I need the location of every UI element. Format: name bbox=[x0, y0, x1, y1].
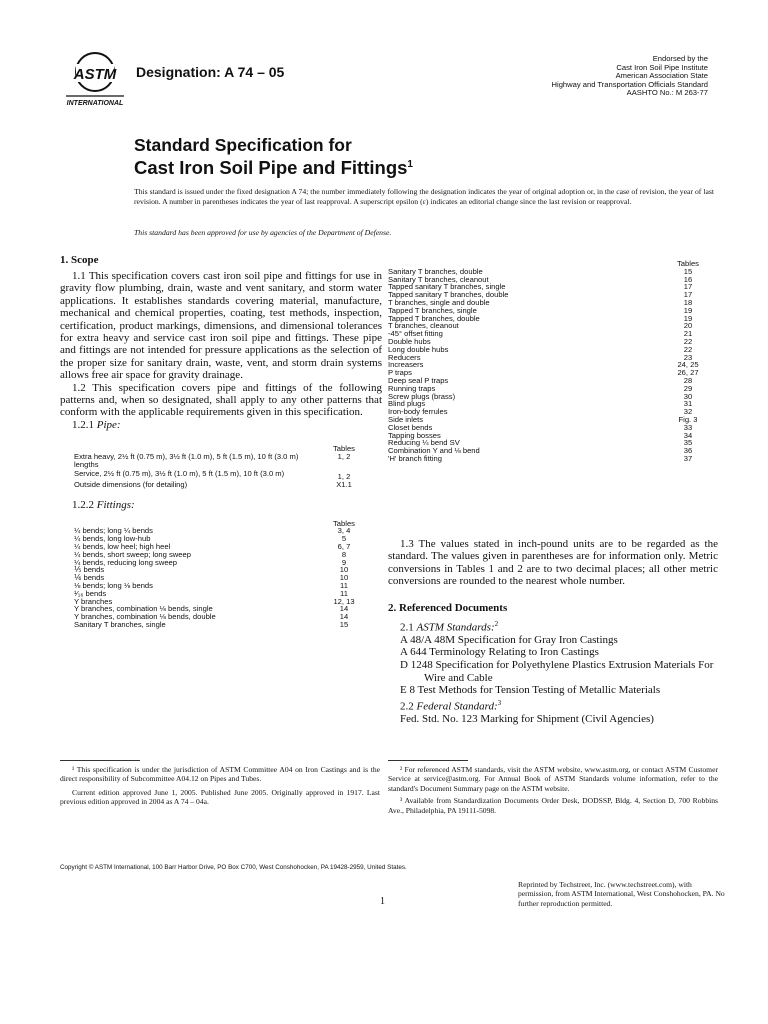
table-cell-name: ¹⁄₁₆ bends bbox=[74, 588, 107, 598]
footnote-1: ¹ This specification is under the jurisdiction of ASTM Committee A04 on Iron Castings and is the direct responsibility of Subcommittee A04.12 on Pipes and Tubes. bbox=[60, 765, 380, 784]
table-cell-name: 'H' branch fitting bbox=[388, 453, 442, 463]
table-cell-name: ¼ bends, short sweep; long sweep bbox=[74, 549, 191, 559]
table-cell-value: 33 bbox=[683, 422, 693, 432]
table-cell-name: Iron-body ferrules bbox=[388, 407, 448, 417]
fittings-table bbox=[74, 520, 374, 629]
endorsement-line: Cast Iron Soil Pipe Institute bbox=[616, 62, 708, 72]
logo-subtext: INTERNATIONAL bbox=[66, 100, 124, 107]
right-column-text bbox=[388, 538, 718, 726]
endorsement-block bbox=[448, 55, 708, 98]
table-cell-name: Blind plugs bbox=[388, 399, 426, 409]
table-row bbox=[74, 481, 374, 489]
table-cell-name: Sanitary T branches, double bbox=[388, 266, 483, 276]
endorsement-line: Endorsed by the bbox=[652, 54, 708, 63]
standard-intro: This standard is issued under the fixed designation A 74; the number immediately following the designation indicates the year of original adoption or, in the case of revision, the year of last revision. A number in parentheses indicates the year of last reapproval. A superscript epsilon (ε) indicates an editorial change since the last revision or reapproval. bbox=[134, 187, 714, 206]
table-row bbox=[388, 361, 718, 369]
table-cell-value: 19 bbox=[683, 305, 693, 315]
table-cell-value: 36 bbox=[683, 446, 693, 456]
table-row bbox=[388, 330, 718, 338]
subsection-label: ASTM Standards: bbox=[416, 621, 495, 634]
reference-item: A 48/A 48M Specification for Gray Iron Castings bbox=[400, 633, 618, 646]
left-column bbox=[60, 254, 382, 629]
subsection-fittings bbox=[72, 499, 382, 511]
table-cell-value: 31 bbox=[683, 399, 693, 409]
table-cell-name: Increasers bbox=[388, 360, 424, 370]
table-row bbox=[74, 559, 374, 567]
title-line-2 bbox=[134, 155, 413, 177]
table-cell-name: -45° offset fitting bbox=[388, 329, 443, 339]
astm-logo bbox=[62, 50, 128, 108]
table-cell-name: Deep seal P traps bbox=[388, 375, 449, 385]
table-cell-value: 10 bbox=[339, 565, 349, 575]
table-cell-name: Reducers bbox=[388, 352, 421, 362]
table-cell-name: Double hubs bbox=[388, 336, 431, 346]
table-cell-value: 15 bbox=[683, 266, 693, 276]
table-cell-name: Sanitary T branches, cleanout bbox=[388, 274, 489, 284]
table-row bbox=[74, 621, 374, 629]
subsection-number: 1.2.1 bbox=[72, 418, 94, 431]
table-cell-value: 8 bbox=[341, 549, 347, 559]
table-cell-name: Extra heavy, 2½ ft (0.75 m), 3½ ft (1.0 m), 5 ft (1.5 m), 10 ft (3.0 m) lengths bbox=[74, 452, 299, 469]
reference-item: A 644 Terminology Relating to Iron Castings bbox=[400, 646, 599, 659]
table-cell-value: 30 bbox=[683, 391, 693, 401]
table-cell-name: Tapped sanitary T branches, double bbox=[388, 290, 509, 300]
table-header: Tables bbox=[333, 518, 355, 528]
paragraph-1-3: 1.3 The values stated in inch-pound units are to be regarded as the standard. The values given in parentheses are for information only. Metric conversions in Tables 1 and 2 are to two decimal places; all other metric conversions are rounded to the nearest whole number. bbox=[388, 538, 718, 588]
table-cell-value: 22 bbox=[683, 344, 693, 354]
table-cell-name: Reducing ¼ bend SV bbox=[388, 438, 460, 448]
table-row bbox=[74, 566, 374, 574]
subsection-number: 2.1 bbox=[400, 621, 414, 634]
table-header: Tables bbox=[333, 444, 355, 454]
subsection-2-1 bbox=[388, 618, 718, 634]
table-cell-value: 23 bbox=[683, 352, 693, 362]
table-cell-name: Y branches bbox=[74, 596, 113, 606]
table-cell-value: 19 bbox=[683, 313, 693, 323]
reprint-notice: Reprinted by Techstreet, Inc. (www.techstreet.com), with permission, from ASTM International, West Conshohocken, PA. No further reproduction permitted. bbox=[518, 880, 725, 908]
table-cell-name: Running traps bbox=[388, 383, 436, 393]
table-cell-value: 9 bbox=[341, 557, 347, 567]
table-cell-value: 37 bbox=[683, 453, 693, 463]
table-row bbox=[74, 590, 374, 598]
table-cell-value: 17 bbox=[683, 290, 693, 300]
table-cell-name: Tapping bosses bbox=[388, 430, 441, 440]
table-cell-name: Closet bends bbox=[388, 422, 433, 432]
table-cell-value: 22 bbox=[683, 336, 693, 346]
table-header: Tables bbox=[677, 259, 699, 268]
table-cell-name: Outside dimensions (for detailing) bbox=[74, 480, 188, 490]
subsection-label: Fittings: bbox=[96, 499, 135, 512]
table-cell-value: X1.1 bbox=[336, 480, 352, 490]
table-row bbox=[388, 393, 718, 401]
table-cell-name: ¼ bends, low heel; high heel bbox=[74, 542, 171, 552]
table-cell-name: ¼ bends; long ¼ bends bbox=[74, 526, 153, 536]
table-cell-name: Tapped sanitary T branches, single bbox=[388, 282, 506, 292]
table-cell-value: 28 bbox=[683, 375, 693, 385]
paragraph-1-2: 1.2 This specification covers pipe and fittings of the following patterns and, when so designated, shall apply to any other patterns that conform with the applicable requirements given in this specification. bbox=[60, 381, 382, 419]
astm-logo-icon bbox=[62, 50, 128, 108]
title-text: Cast Iron Soil Pipe and Fittings bbox=[134, 157, 408, 179]
table-cell-value: 11 bbox=[340, 581, 348, 591]
table-row bbox=[388, 416, 718, 424]
dod-approval-note: This standard has been approved for use by agencies of the Department of Defense. bbox=[134, 228, 392, 237]
table-cell-name: Y branches, combination ⅛ bends, double bbox=[74, 612, 216, 622]
paragraph-1-1: 1.1 This specification covers cast iron soil pipe and fittings for use in gravity flow plumbing, drain, waste and vent sanitary, and storm water applications. It establishes standards covering material, manufacture, mechanical and chemical properties, coating, test methods, inspection, certification, product markings, dimensions, and dimensional tolerances for extra heavy and service cast iron soil pipe and fittings. These pipe and fittings are not intended for pressure applications as the selection of the proper size for sanitary drain, waste, vent, and storm drain systems allows free air space for gravity drainage. bbox=[60, 270, 382, 382]
reference-item: D 1248 Specification for Polyethylene Plastics Extrusion Materials For Wire and Cable bbox=[400, 659, 714, 684]
subsection-pipe bbox=[72, 419, 382, 431]
table-cell-value: 34 bbox=[683, 430, 693, 440]
table-row bbox=[388, 346, 718, 354]
table-cell-name: T branches, cleanout bbox=[388, 321, 459, 331]
table-cell-name: ¼ bends, long low-hub bbox=[74, 534, 151, 544]
table-cell-name: Combination Y and ⅛ bend bbox=[388, 446, 480, 456]
table-cell-value: 15 bbox=[339, 620, 349, 630]
table-cell-value: 29 bbox=[683, 383, 693, 393]
pipe-table bbox=[74, 445, 374, 489]
endorsement-line: American Association State bbox=[615, 71, 708, 81]
footnote-3: ³ Available from Standardization Documents Order Desk, DODSSP, Bldg. 4, Section D, 700 Robbins Ave., Philadelphia, PA 19111-5098. bbox=[388, 796, 718, 815]
table-cell-name: T branches, single and double bbox=[388, 297, 490, 307]
footnote-2: ² For referenced ASTM standards, visit the ASTM website, www.astm.org, or contact ASTM Customer Service at service@astm.org. For Annual Book of ASTM Standards volume information, refer to the standard's Document Summary page on the ASTM website. bbox=[388, 765, 718, 793]
title-line-1: Standard Specification for bbox=[134, 135, 352, 155]
table-cell-value: 1, 2 bbox=[337, 471, 351, 481]
table-cell-value: 20 bbox=[683, 321, 693, 331]
subsection-2-2 bbox=[388, 697, 718, 713]
table-cell-name: Sanitary T branches, single bbox=[74, 620, 166, 630]
table-cell-name: Long double hubs bbox=[388, 344, 449, 354]
table-cell-value: 5 bbox=[341, 534, 347, 544]
section-heading-referenced-documents: 2. Referenced Documents bbox=[388, 601, 508, 614]
document-title bbox=[134, 136, 413, 177]
table-row bbox=[74, 582, 374, 590]
table-cell-value: 10 bbox=[339, 573, 349, 583]
table-row bbox=[74, 470, 374, 481]
table-cell-value: 17 bbox=[683, 282, 693, 292]
table-cell-value: 35 bbox=[683, 438, 693, 448]
footnote-rule bbox=[388, 760, 468, 761]
table-cell-value: 16 bbox=[683, 274, 693, 284]
designation: Designation: A 74 – 05 bbox=[136, 64, 285, 80]
table-cell-value: 24, 25 bbox=[677, 360, 699, 370]
table-row bbox=[388, 408, 718, 416]
table-cell-value: 14 bbox=[339, 612, 349, 622]
footnote-mark: 2 bbox=[494, 619, 499, 628]
endorsement-line: Highway and Transportation Officials Standard bbox=[551, 79, 708, 89]
title-footnote-mark: 1 bbox=[407, 159, 413, 170]
footnote-mark: 3 bbox=[497, 698, 502, 707]
table-cell-value: 3, 4 bbox=[337, 526, 351, 536]
subsection-number: 1.2.2 bbox=[72, 499, 94, 512]
table-cell-value: Fig. 3 bbox=[678, 414, 698, 424]
footnotes-left bbox=[60, 760, 380, 807]
table-cell-value: 11 bbox=[340, 588, 348, 598]
table-cell-name: ⅕ bends bbox=[74, 565, 105, 575]
table-cell-name: Screw plugs (brass) bbox=[388, 391, 456, 401]
table-cell-value: 26, 27 bbox=[677, 368, 699, 378]
table-cell-name: Side inlets bbox=[388, 414, 424, 424]
table-cell-name: P traps bbox=[388, 368, 412, 378]
subsection-number: 2.2 bbox=[400, 700, 414, 713]
table-cell-name: ⅛ bends; long ⅛ bends bbox=[74, 581, 153, 591]
subsection-label: Pipe: bbox=[96, 418, 121, 431]
table-cell-value: 6, 7 bbox=[337, 542, 351, 552]
footnotes-right bbox=[388, 760, 718, 815]
table-cell-name: Tapped T branches, single bbox=[388, 305, 477, 315]
endorsement-line: AASHTO No.: M 263-77 bbox=[626, 88, 708, 98]
page-number: 1 bbox=[380, 896, 385, 907]
reference-item: Fed. Std. No. 123 Marking for Shipment (Civil Agencies) bbox=[400, 713, 654, 726]
table-cell-value: 12, 13 bbox=[333, 596, 355, 606]
table-cell-value: 1, 2 bbox=[337, 452, 351, 462]
table-row bbox=[388, 455, 718, 463]
reference-item: E 8 Test Methods for Tension Testing of Metallic Materials bbox=[400, 684, 661, 697]
footnote-1-edition: Current edition approved June 1, 2005. Published June 2005. Originally approved in 1917. Last previous edition approved in 2004 as A 74 – 04a. bbox=[60, 787, 380, 807]
footnote-rule bbox=[60, 760, 140, 761]
copyright-notice: Copyright © ASTM International, 100 Barr Harbor Drive, PO Box C700, West Conshohocken, PA 19428-2959, United States. bbox=[60, 864, 407, 871]
table-cell-name: Y branches, combination ⅛ bends, single bbox=[74, 604, 213, 614]
section-heading-scope: 1. Scope bbox=[60, 254, 99, 266]
table-cell-name: Tapped T branches, double bbox=[388, 313, 480, 323]
table-cell-name: ⅙ bends bbox=[74, 573, 105, 583]
fittings-table-continued bbox=[388, 260, 718, 463]
subsection-label: Federal Standard: bbox=[416, 700, 498, 713]
logo-text: ASTM bbox=[73, 66, 117, 83]
table-row bbox=[74, 453, 374, 469]
table-row bbox=[388, 377, 718, 385]
table-row bbox=[388, 354, 718, 362]
table-cell-value: 18 bbox=[683, 297, 693, 307]
table-cell-value: 14 bbox=[339, 604, 349, 614]
table-cell-value: 21 bbox=[683, 329, 693, 339]
table-cell-name: Service, 2½ ft (0.75 m), 3½ ft (1.0 m), 5 ft (1.5 m), 10 ft (3.0 m) bbox=[74, 468, 285, 478]
table-cell-name: ¼ bends, reducing long sweep bbox=[74, 557, 178, 567]
table-cell-value: 32 bbox=[683, 407, 693, 417]
